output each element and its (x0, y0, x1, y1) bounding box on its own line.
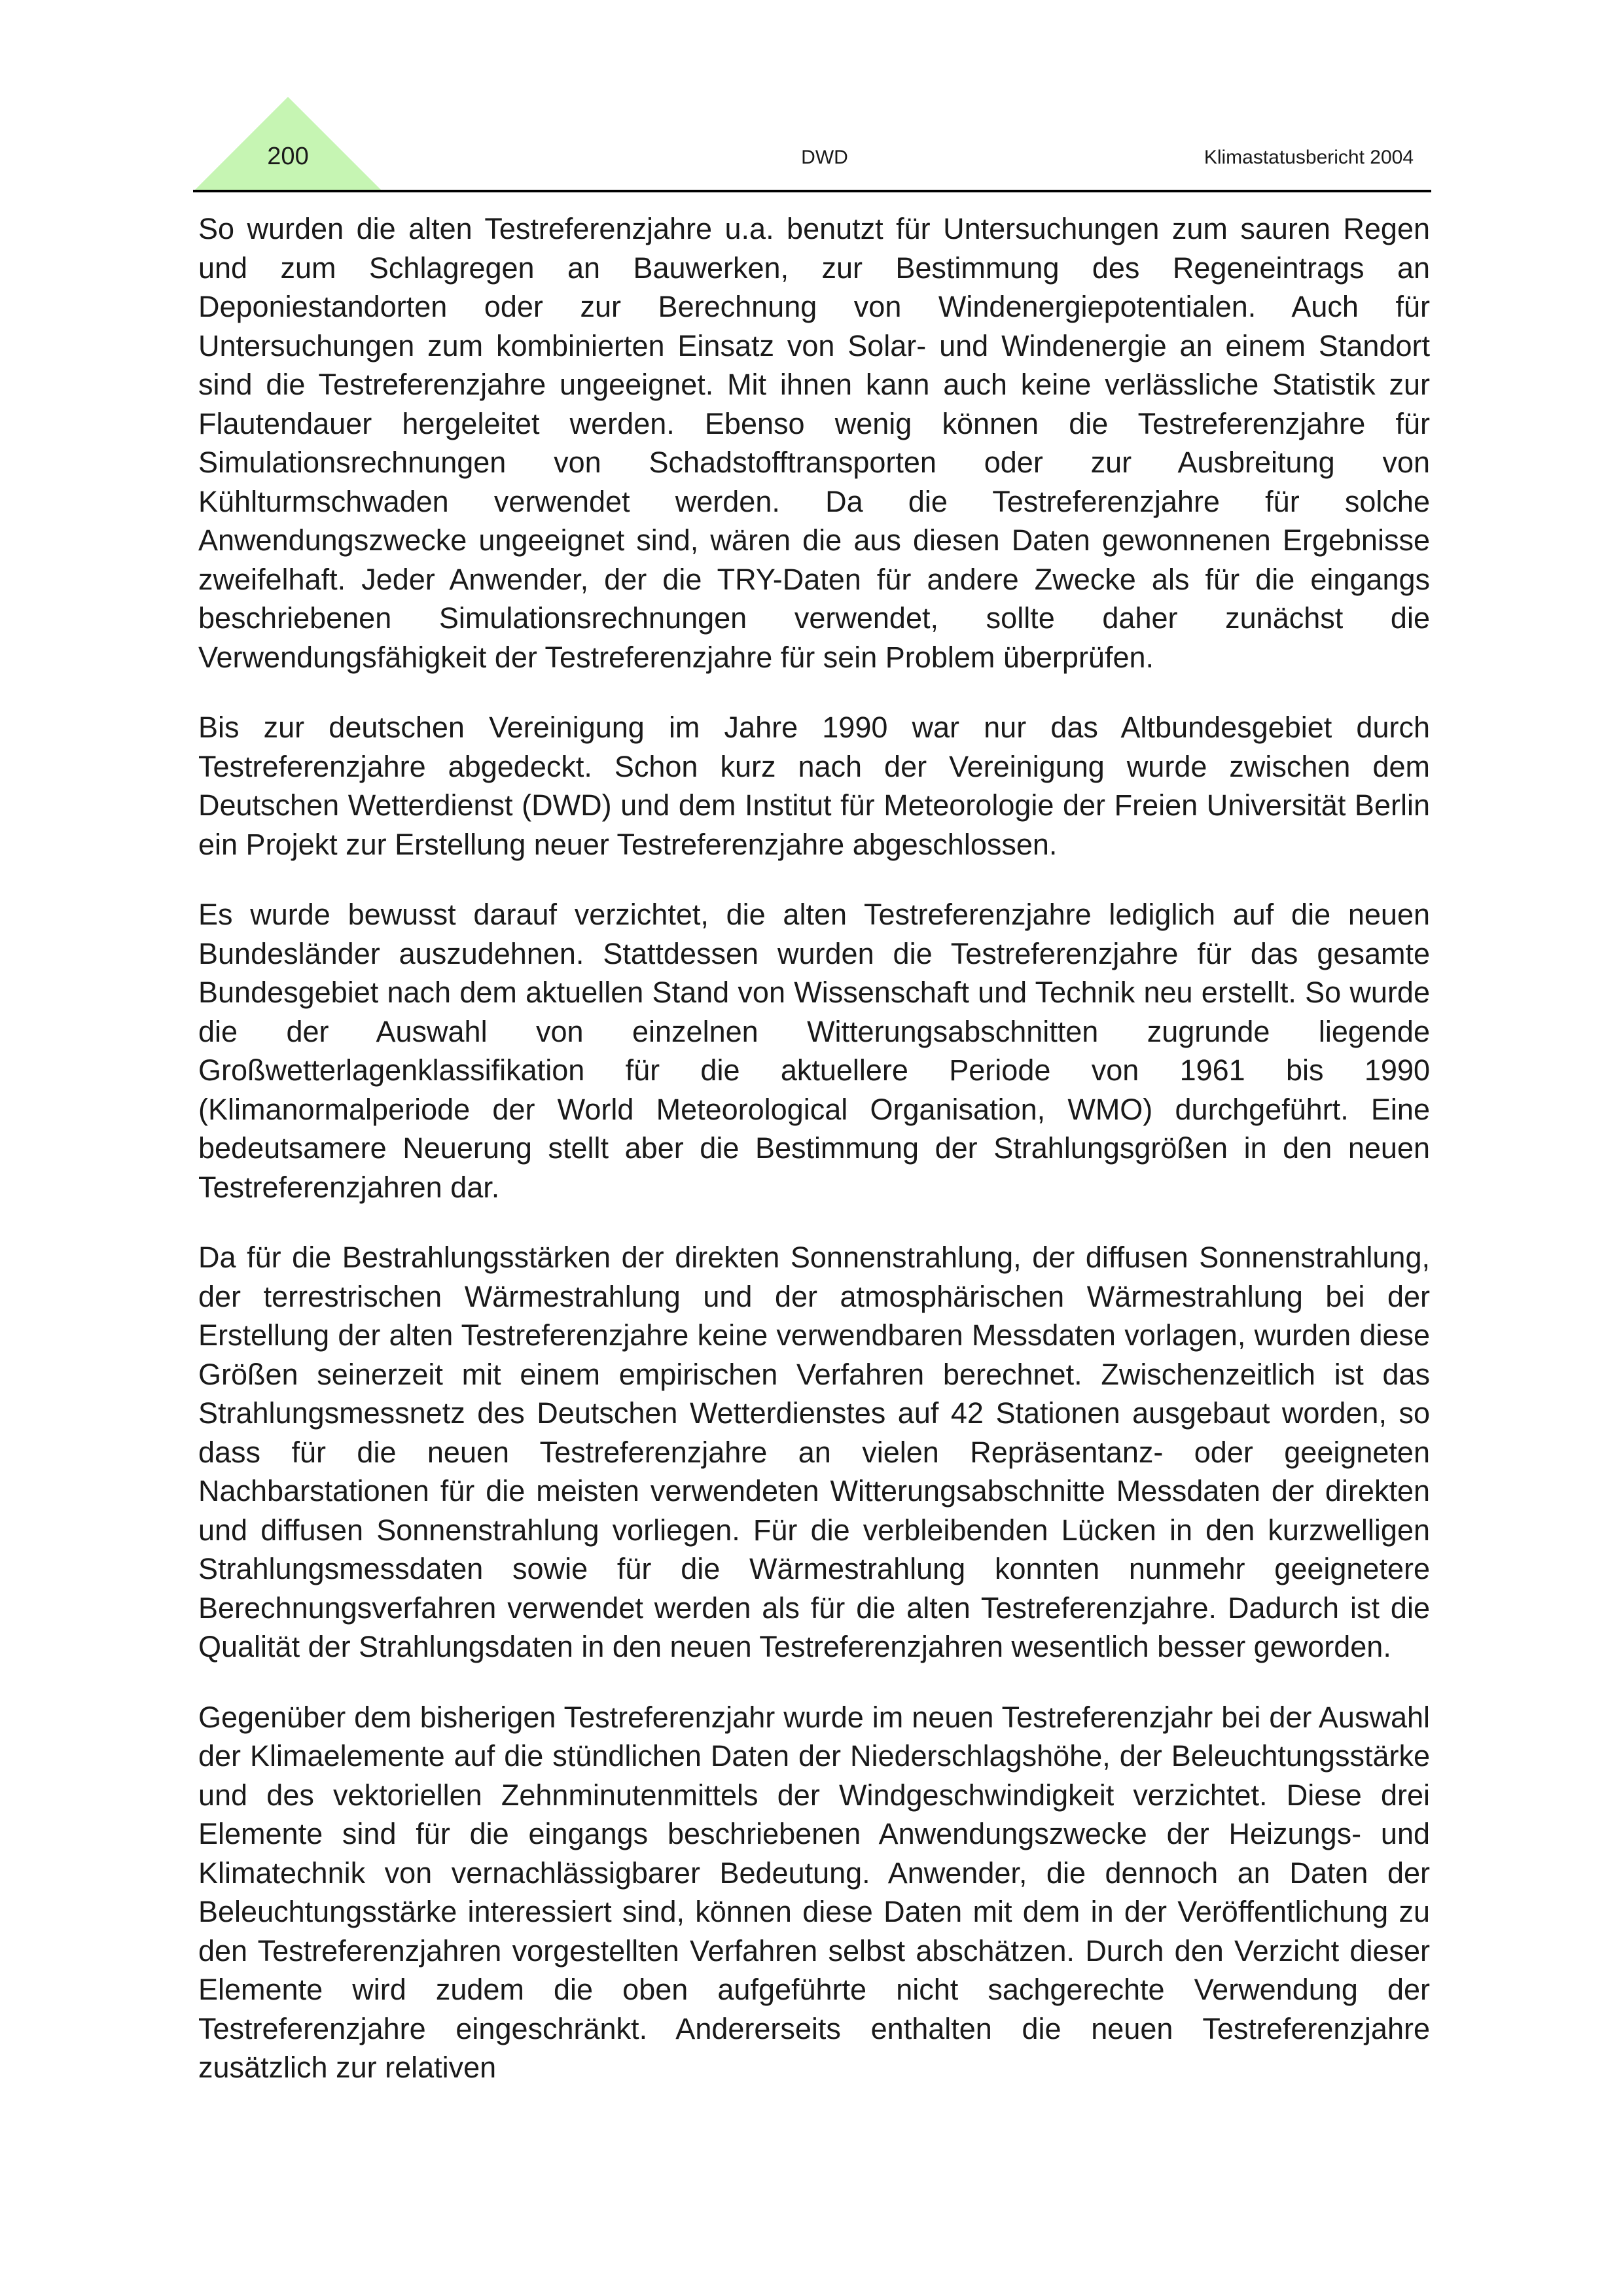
paragraph-1: So wurden die alten Testreferenzjahre u.a. benutzt für Untersuchungen zum sauren Regen und zum Schlagregen an Bauwerken, zur Bestimmung des Regeneintrags an Deponiestandorten oder zur Berechnung von Windenergiepotentialen. Auch für Untersuchungen zum kombinierten Einsatz von Solar- und Windenergie an einem Standort sind die Testreferenzjahre ungeeignet. Mit ihnen kann auch keine verlässliche Statistik zur Flautendauer hergeleitet werden. Ebenso wenig können die Testreferenzjahre für Simulationsrechnungen von Schadstofftransporten oder zur Ausbreitung von Kühlturmschwaden verwendet werden. Da die Testreferenzjahre für solche Anwendungszwecke ungeeignet sind, wären die aus diesen Daten gewonnenen Ergebnisse zweifelhaft. Jeder Anwender, der die TRY-Daten für andere Zwecke als für die eingangs beschriebenen Simulationsrechnungen verwendet, sollte daher zunächst die Verwendungsfähigkeit der Testreferenzjahre für sein Problem überprüfen. (198, 212, 1430, 674)
page-number: 200 (267, 143, 309, 170)
page-header (0, 0, 1623, 196)
document-body (198, 209, 1430, 2119)
header-divider (193, 190, 1431, 192)
paragraph-3: Es wurde bewusst darauf verzichtet, die alten Testreferenzjahre lediglich auf die neuen Bundesländer auszudehnen. Stattdessen wurden die Testreferenzjahre für das gesamte Bundesgebiet nach dem aktuellen Stand von Wissenschaft und Technik neu erstellt. So wurde die der Auswahl von einzelnen Witterungsabschnitten zugrunde liegende Großwetterlagenklassifikation für die aktuellere Periode von 1961 bis 1990 (Klimanormalperiode der World Meteorological Organisation, WMO) durchgeführt. Eine bedeutsamere Neuerung stellt aber die Bestimmung der Strahlungsgrößen in den neuen Testreferenzjahren dar. (198, 898, 1430, 1204)
paragraph-4: Da für die Bestrahlungsstärken der direkten Sonnenstrahlung, der diffusen Sonnenstrahlung, der terrestrischen Wärmestrahlung und der atmosphärischen Wärmestrahlung bei der Erstellung der alten Testreferenzjahre keine verwendbaren Messdaten vorlagen, wurden diese Größen seinerzeit mit einem empirischen Verfahren berechnet. Zwischenzeitlich ist das Strahlungsmessnetz des Deutschen Wetterdienstes auf 42 Stationen ausgebaut worden, so dass für die neuen Testreferenzjahre an vielen Repräsentanz- oder geeigneten Nachbarstationen für die meisten verwendeten Witterungsabschnitte Messdaten der direkten und diffusen Sonnenstrahlung vorliegen. Für die verbleibenden Lücken in den kurzwelligen Strahlungsmessdaten sowie für die Wärmestrahlung konnten nunmehr geeignetere Berechnungsverfahren verwendet werden als für die alten Testreferenzjahre. Dadurch ist die Qualität der Strahlungsdaten in den neuen Testreferenzjahren wesentlich besser geworden. (198, 1241, 1430, 1663)
paragraph-5: Gegenüber dem bisherigen Testreferenzjahr wurde im neuen Testreferenzjahr bei der Auswahl der Klimaelemente auf die stündlichen Daten der Niederschlagshöhe, der Beleuchtungsstärke und des vektoriellen Zehnminutenmittels der Windgeschwindigkeit verzichtet. Diese drei Elemente sind für die eingangs beschriebenen Anwendungszwecke der Heizungs- und Klimatechnik von vernachlässigbarer Bedeutung. Anwender, die dennoch an Daten der Beleuchtungsstärke interessiert sind, können diese Daten mit dem in der Veröffentlichung zu den Testreferenzjahren vorgestellten Verfahren selbst abschätzen. Durch den Verzicht dieser Elemente wird zudem die oben aufgeführte nicht sachgerechte Verwendung der Testreferenzjahre eingeschränkt. Andererseits enthalten die neuen Testreferenzjahre zusätzlich zur relativen (198, 1700, 1430, 2084)
header-publisher: DWD (801, 147, 848, 168)
paragraph-2: Bis zur deutschen Vereinigung im Jahre 1990 war nur das Altbundesgebiet durch Testreferenzjahre abgedeckt. Schon kurz nach der Vereinigung wurde zwischen dem Deutschen Wetterdienst (DWD) und dem Institut für Meteorologie der Freien Universität Berlin ein Projekt zur Erstellung neuer Testreferenzjahre abgeschlossen. (198, 711, 1430, 861)
header-report-title: Klimastatusbericht 2004 (1204, 147, 1414, 168)
